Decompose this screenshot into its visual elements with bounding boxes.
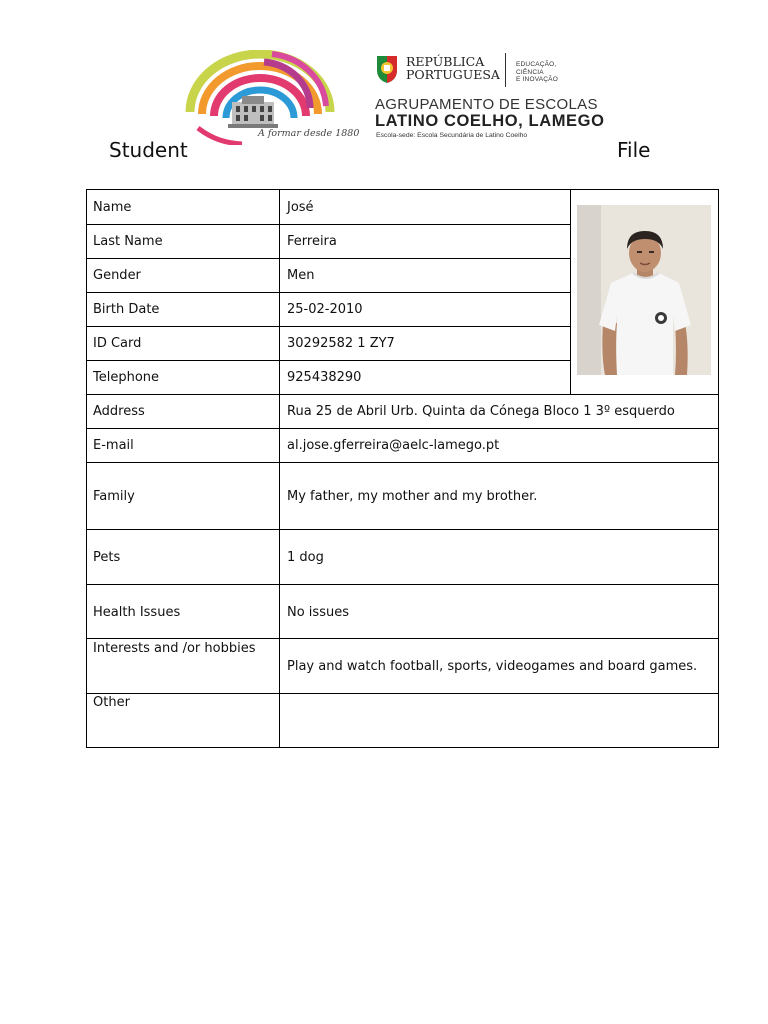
label-birth-date: Birth Date [93, 302, 160, 317]
title-student: Student [109, 138, 188, 162]
label-gender: Gender [93, 268, 141, 283]
label-address: Address [93, 404, 145, 419]
school-seat: Escola-sede: Escola Secundária de Latino Coelho [376, 132, 528, 139]
value-family: My father, my mother and my brother. [287, 489, 538, 504]
government-name: REPÚBLICA PORTUGUESA [406, 54, 500, 82]
ministry-name: EDUCAÇÃO, CIÊNCIA E INOVAÇÃO [516, 61, 558, 83]
label-last-name: Last Name [93, 234, 163, 249]
label-pets: Pets [93, 550, 121, 565]
school-group-name: AGRUPAMENTO DE ESCOLAS [375, 96, 598, 113]
column-divider [279, 189, 280, 748]
table-row [86, 189, 571, 225]
value-address: Rua 25 de Abril Urb. Quinta da Cónega Bloco 1 3º esquerdo [287, 404, 675, 419]
label-name: Name [93, 200, 132, 215]
table-row [86, 584, 719, 639]
table-row [86, 258, 571, 293]
title-file: File [617, 138, 651, 162]
value-health-issues: No issues [287, 605, 349, 620]
value-birth-date: 25-02-2010 [287, 302, 363, 317]
value-interests-hobbies: Play and watch football, sports, videogames and board games. [287, 659, 698, 674]
school-name: LATINO COELHO, LAMEGO [375, 112, 605, 130]
school-group-logo [375, 52, 605, 147]
value-id-card: 30292582 1 ZY7 [287, 336, 395, 351]
value-gender: Men [287, 268, 315, 283]
logo-divider [505, 53, 506, 87]
label-family: Family [93, 489, 135, 504]
label-interests-hobbies: Interests and /or hobbies [93, 641, 256, 656]
label-other: Other [93, 695, 130, 710]
table-row [86, 693, 719, 748]
value-email: al.jose.gferreira@aelc-lamego.pt [287, 438, 500, 453]
table-row [86, 529, 719, 585]
value-telephone: 925438290 [287, 370, 362, 385]
label-id-card: ID Card [93, 336, 142, 351]
label-health-issues: Health Issues [93, 605, 181, 620]
value-pets: 1 dog [287, 550, 324, 565]
portugal-emblem-icon [375, 54, 399, 84]
label-telephone: Telephone [93, 370, 160, 385]
student-portrait-photo [577, 205, 711, 375]
value-last-name: Ferreira [287, 234, 337, 249]
logo-tagline: A formar desde 1880 [258, 128, 360, 139]
label-email: E-mail [93, 438, 134, 453]
value-name: José [287, 200, 314, 215]
